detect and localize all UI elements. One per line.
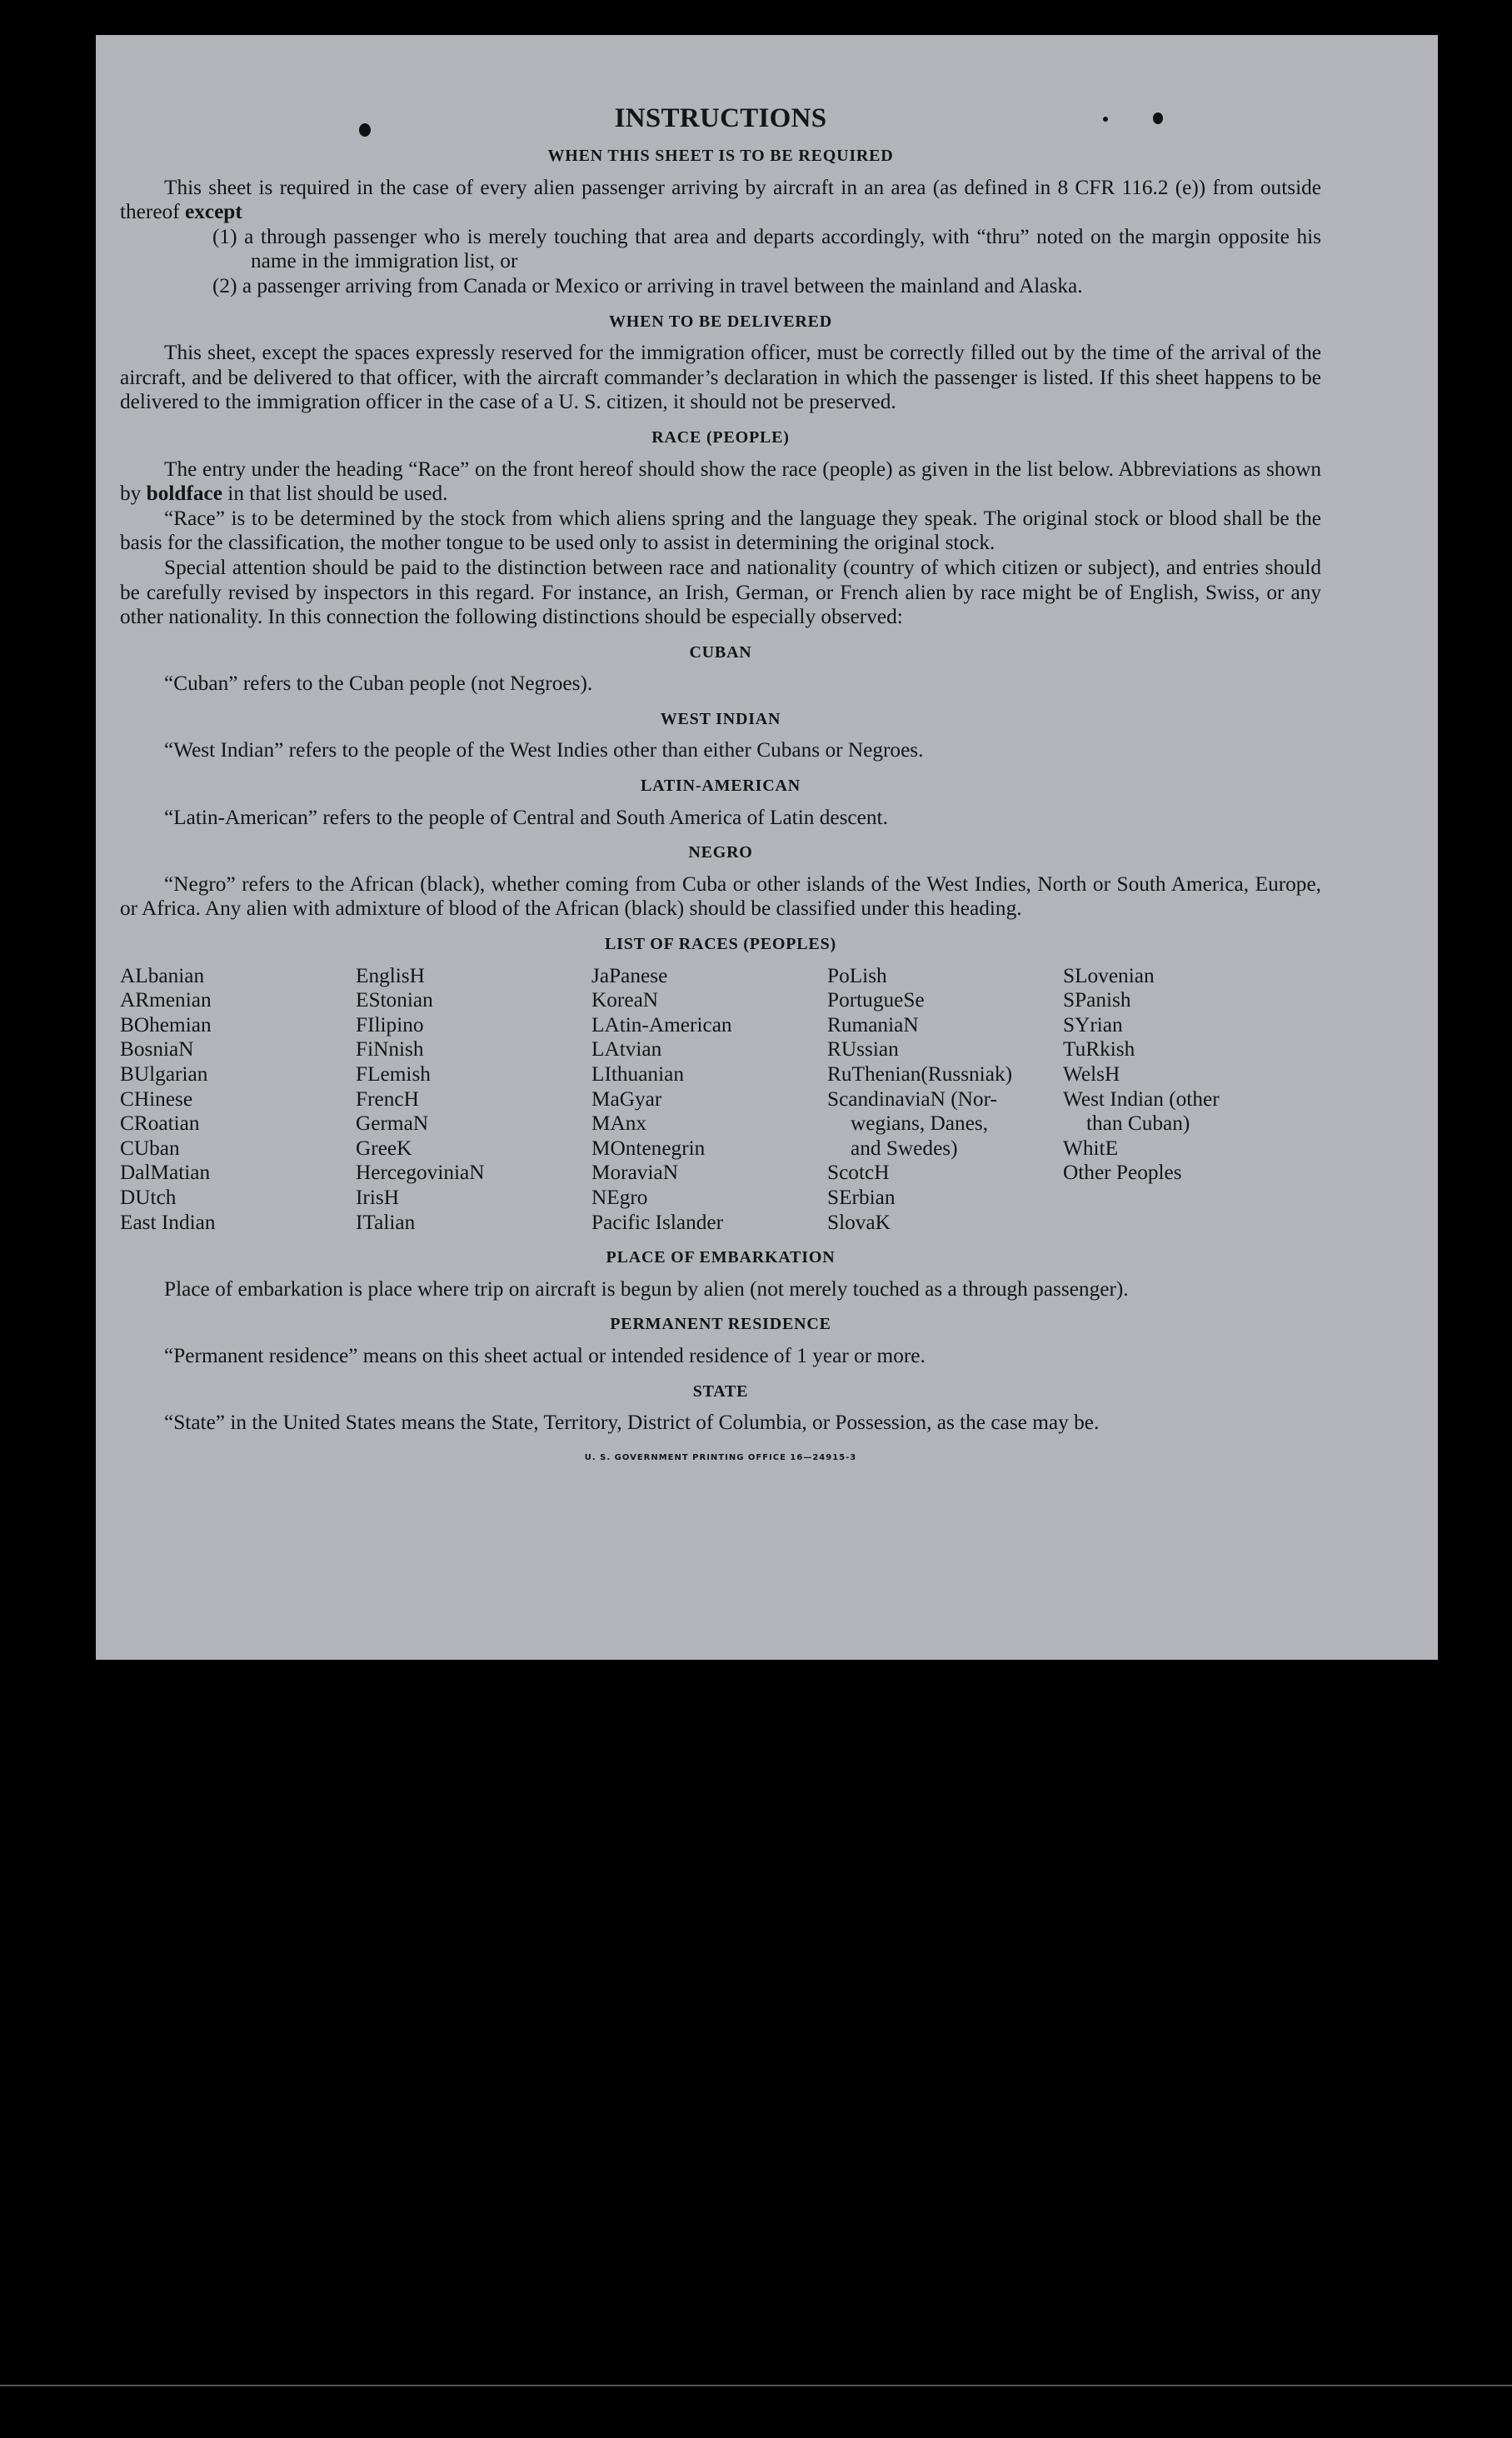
race-entry: ScotcH [827,1161,890,1185]
race-entry: SYrian [1063,1012,1123,1037]
section-heading-latin-american: LATIN-AMERICAN [641,777,801,796]
race-entry: FLemish [356,1062,431,1086]
west-indian-text: “West Indian” refers to the people of the West Indies other than either Cubans or Negroes. [164,738,924,762]
when-delivered-text: This sheet, except the spaces expressly reserved for the immigration officer, must be correctly filled out by the time of the arrival of the aircraft, and be delivered to that officer, with the aircraft commander’s declaration in which the passenger is listed. If this sheet happens to be delivered to the immigration officer in the case of a U. S. citizen, it should not be preserved. [120,341,1321,414]
races-column-1 [120,964,356,1236]
section-heading-list-of-races: LIST OF RACES (PEOPLES) [605,935,836,954]
race-entry: KoreaN [591,988,659,1012]
races-list [120,964,1321,1236]
race-paragraph-3: Special attention should be paid to the distinction between race and nationality (country of which citizen or subject), and entries should be carefully revised by inspectors in this regard. For instance, an Irish, German, or French alien by race might be of English, Swiss, or any other nationality. In this connection the following distinctions should be especially observed: [120,555,1321,629]
race-entry: BosniaN [120,1037,194,1062]
section-heading-state: STATE [692,1381,749,1401]
ink-speck [1103,117,1108,122]
race-entry: EnglisH [356,963,425,987]
section-heading-cuban: CUBAN [689,642,752,662]
race-entry: RumaniaN [827,1012,919,1037]
ink-speck [1153,112,1163,124]
race-entry: HercegovinіaN [356,1161,485,1185]
race-entry: ARmenian [120,988,212,1012]
race-entry: MOntenegrin [591,1136,706,1160]
scan-line [0,2385,1512,2386]
races-column-3 [591,964,827,1236]
section-heading-when-delivered: WHEN TO BE DELIVERED [608,312,833,331]
section-heading-when-required: WHEN THIS SHEET IS TO BE REQUIRED [547,147,894,165]
race-entry: West Indian (other [1063,1087,1220,1111]
race-entry: than Cuban) [1086,1112,1190,1136]
race-entry: FIlipino [356,1012,424,1037]
residence-text: “Permanent residence” means on this sheet actual or intended residence of 1 year or more. [164,1343,926,1367]
instruction-sheet [96,35,1438,1660]
race-entry: LAtvian [591,1037,662,1062]
section-heading-race: RACE (PEOPLE) [651,427,790,447]
race-entry: Other Peoples [1063,1161,1182,1185]
race-entry: BUlgarian [120,1062,208,1086]
section-heading-residence: PERMANENT RESIDENCE [610,1315,831,1334]
race-entry: NEgro [591,1185,648,1209]
race-entry: and Swedes) [851,1136,958,1160]
when-required-intro: This sheet is required in the case of every alien passenger arriving by aircraft in an area (as defined in 8 CFR 116.2 (e)) from outside thereof except [120,175,1321,224]
race-entry: RUssian [827,1037,899,1062]
ink-speck [359,123,371,137]
race-entry: wegians, Danes, [851,1112,989,1136]
section-heading-embarkation: PLACE OF EMBARKATION [606,1248,836,1267]
negro-text: “Negro” refers to the African (black), whether coming from Cuba or other islands of the West Indies, North or South America, Europe, or Africa. Any alien with admixture of blood of the African (black) should be classified under this heading. [120,872,1321,921]
race-entry: GreeK [356,1136,412,1160]
race-entry: LIthuanian [591,1062,684,1086]
race-entry: SlovaK [827,1210,891,1234]
race-entry: DUtch [120,1185,177,1209]
race-entry: FrencH [356,1087,419,1111]
race-entry: PoLish [827,963,887,987]
race-entry: DalMatian [120,1161,211,1185]
when-required-item-2: (2) a passenger arriving from Canada or Mexico or arriving in travel between the mainland and Alaska. [212,273,1083,297]
race-entry: MoraviaN [591,1161,678,1185]
race-entry: WhitE [1063,1136,1119,1160]
race-entry: GermaN [356,1112,429,1136]
races-column-4 [827,964,1063,1236]
race-entry: CHinese [120,1087,193,1111]
race-entry: CRoatian [120,1112,200,1136]
cuban-text: “Cuban” refers to the Cuban people (not Negroes). [164,672,593,696]
race-entry: ITalian [356,1210,416,1234]
race-entry: ALbanian [120,963,205,987]
race-paragraph-1: The entry under the heading “Race” on the front hereof should show the race (people) as given in the list below. Abbreviations as shown by boldface in that list should be used. [120,457,1321,506]
race-entry: LAtin-American [591,1012,732,1037]
state-text: “State” in the United States means the State, Territory, District of Columbia, or Possession, as the case may be. [164,1411,1100,1435]
race-entry: IrisH [356,1185,399,1209]
race-entry: WelsH [1063,1062,1120,1086]
when-required-item-1: (1) a through passenger who is merely touching that area and departs accordingly, with “thru” noted on the margin opposite his name in the immigration list, or [212,224,1321,273]
race-entry: ScandinaviaN (Nor- [827,1087,997,1111]
race-entry: SErbian [827,1185,896,1209]
race-entry: MaGyar [591,1087,662,1111]
race-entry: BOhemian [120,1012,212,1037]
race-entry: SPanish [1063,988,1131,1012]
race-entry: TuRkish [1063,1037,1135,1062]
race-entry: PortugueSe [827,988,925,1012]
race-paragraph-2: “Race” is to be determined by the stock from which aliens spring and the language they speak. The original stock or blood shall be the basis for the classification, the mother tongue to be used only to assist in determining the original stock. [120,506,1321,555]
race-entry: CUban [120,1136,180,1160]
race-entry: MAnx [591,1112,647,1136]
race-entry: Pacific Islander [591,1210,724,1234]
races-column-2 [356,964,591,1236]
race-entry: SLovenian [1063,963,1155,987]
race-entry: JaPanese [591,963,668,987]
latin-american-text: “Latin-American” refers to the people of Central and South America of Latin descent. [164,805,888,829]
race-entry: RuThenian(Russniak) [827,1062,1013,1086]
races-column-5 [1063,964,1299,1236]
race-entry: East Indian [120,1210,216,1234]
race-entry: EStonian [356,988,433,1012]
page-title: INSTRUCTIONS [614,103,827,133]
embarkation-text: Place of embarkation is place where trip on aircraft is begun by alien (not merely touched as a through passenger). [164,1276,1129,1301]
printer-imprint: U. S. GOVERNMENT PRINTING OFFICE 16—24915-3 [584,1452,857,1462]
race-entry: FiNnish [356,1037,424,1062]
section-heading-negro: NEGRO [688,843,753,862]
section-heading-west-indian: WEST INDIAN [660,709,781,728]
